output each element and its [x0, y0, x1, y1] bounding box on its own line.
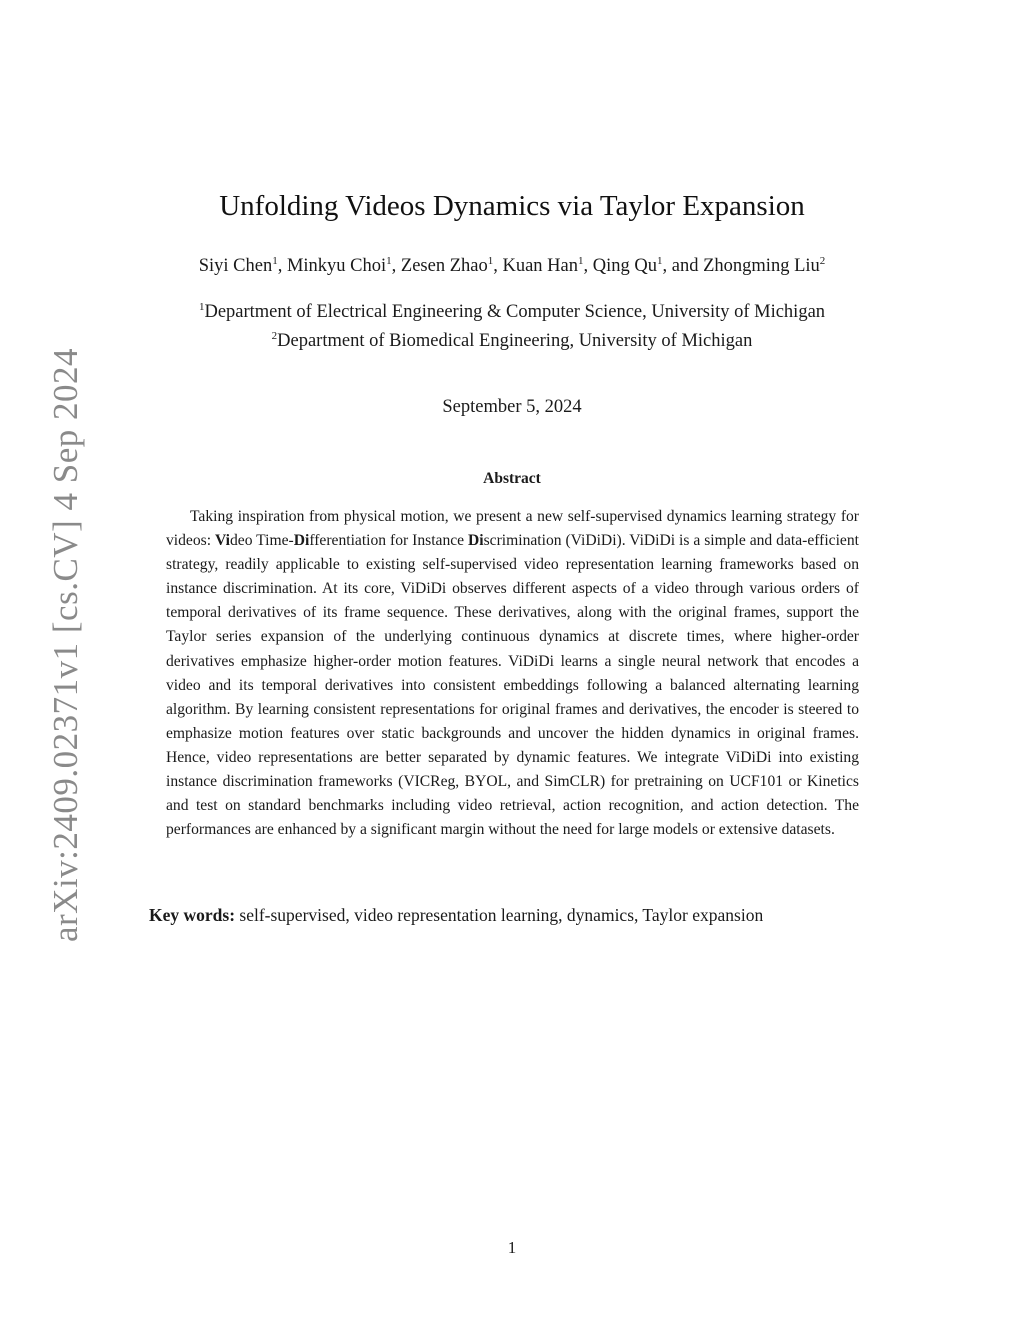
author: Siyi Chen$^1$ — [198, 255, 278, 276]
abstract-body: Taking inspiration from physical motion, we present a new self-supervised dynamics learning strategy for videos: Video Time-Differentiation for Instance Discrimination (ViDiDi). ViDiDi is a simple and data-efficient strategy, readily applicable to existing self-supervised video representation learning frameworks based on instance discrimination. At its core, ViDiDi observes different aspects of a video through various orders of temporal derivatives of its frame sequence. These derivatives, along with the original frames, support the Taylor series expansion of the underlying continuous dynamics at discrete times, where higher-order derivatives emphasize higher-order motion features. ViDiDi learns a single neural network that encodes a video and its temporal derivatives into consistent embeddings following a balanced alternating learning algorithm. By learning consistent representations for original frames and derivatives, the encoder is steered to emphasize motion features over static backgrounds and uncover the hidden dynamics in original frames. Hence, video representations are better separated by dynamic features. We integrate ViDiDi into existing instance discrimination frameworks (VICReg, BYOL, and SimCLR) for pretraining on UCF101 or Kinetics and test on standard benchmarks including video retrieval, action recognition, and action detection. The performances are enhanced by a significant margin without the need for large models or extensive datasets. — [166, 508, 859, 839]
arxiv-identifier-stamp: arXiv:2409.02371v1 [cs.CV] 4 Sep 2024 — [46, 347, 85, 943]
publication-date: September 5, 2024 — [442, 397, 582, 417]
author-list: Siyi Chen$^1$, Minkyu Choi$^1$, Zesen Zhao$^1$, Kuan Han$^1$, Qing Qu$^1$, and Zhongming Liu$^2$ — [198, 255, 826, 276]
keywords-text: self-supervised, video representation learning, dynamics, Taylor expansion — [235, 905, 764, 925]
author: Zesen Zhao$^1$ — [400, 255, 494, 276]
affiliation-2: $^2$Department of Biomedical Engineering, University of Michigan — [271, 330, 753, 351]
author: Minkyu Choi$^1$ — [286, 255, 392, 276]
abstract-heading: Abstract — [483, 470, 541, 487]
paper-title: Unfolding Videos Dynamics via Taylor Expansion — [219, 190, 805, 222]
keywords-label: Key words: — [149, 905, 236, 925]
affiliation-1: $^1$Department of Electrical Engineering & Computer Science, University of Michigan — [198, 301, 826, 322]
author: Qing Qu$^1$ — [592, 255, 663, 276]
author: Kuan Han$^1$ — [502, 255, 584, 276]
keywords-line — [149, 905, 889, 926]
page-number: 1 — [507, 1238, 517, 1257]
author: Zhongming Liu$^2$ — [703, 255, 826, 276]
